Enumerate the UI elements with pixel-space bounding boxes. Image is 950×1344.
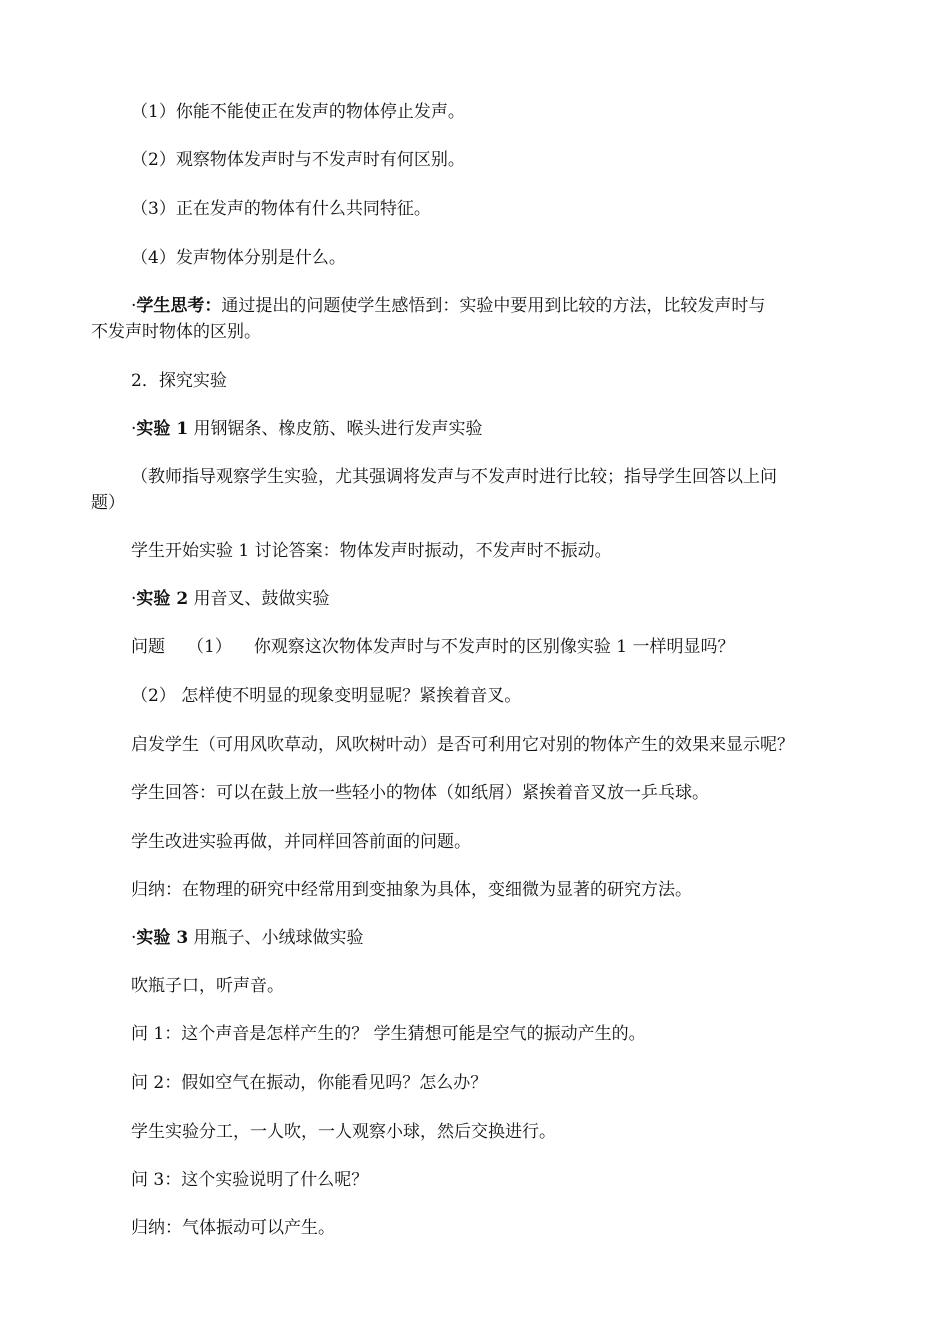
teacher-note-line1: （教师指导观察学生实验，尤其强调将发声与不发声时进行比较；指导学生回答以上问 [131, 467, 777, 487]
inspire-students: 启发学生（可用风吹草动，风吹树叶动）是否可利用它对别的物体产生的效果来显示呢？ [131, 735, 794, 755]
question-2: （2）观察物体发声时与不发声时有何区别。 [131, 150, 465, 170]
bullet-icon: · [131, 419, 137, 439]
question-label: 问题 [131, 637, 165, 657]
teacher-note-line2: 题） [91, 493, 125, 513]
question-number: （1） [187, 637, 232, 657]
thinking-text-line2: 不发声时物体的区别。 [91, 322, 261, 342]
ask-1: 问 1：这个声音是怎样产生的？ 学生猜想可能是空气的振动产生的。 [131, 1024, 646, 1044]
experiment-3-label: 实验 3 [136, 928, 189, 948]
experiment-2-text: 用音叉、鼓做实验 [188, 589, 330, 609]
question-4: （4）发声物体分别是什么。 [131, 248, 346, 268]
thinking-text-line1: 通过提出的问题使学生感悟到：实验中要用到比较的方法，比较发声时与 [221, 296, 766, 316]
ask-2: 问 2：假如空气在振动，你能看见吗？怎么办？ [131, 1073, 488, 1093]
question-1: （1）你能不能使正在发声的物体停止发声。 [131, 102, 465, 122]
question-3: （3）正在发声的物体有什么共同特征。 [131, 199, 431, 219]
bullet-icon: · [131, 296, 137, 316]
experiment-2-question-2: （2） 怎样使不明显的现象变明显呢？紧挨着音叉。 [131, 686, 522, 706]
student-thinking [131, 294, 765, 318]
experiment-1-label: 实验 1 [136, 419, 189, 439]
bullet-icon: · [131, 589, 137, 609]
experiment-1-answer: 学生开始实验 1 讨论答案：物体发声时振动，不发声时不振动。 [131, 541, 612, 561]
experiment-1-heading [131, 417, 483, 441]
experiment-3-text: 用瓶子、小绒球做实验 [188, 928, 364, 948]
experiment-2-label: 实验 2 [136, 589, 189, 609]
student-reply: 学生回答：可以在鼓上放一些轻小的物体（如纸屑）紧挨着音叉放一乒乓球。 [131, 783, 709, 803]
experiment-1-text: 用钢锯条、橡皮筋、喉头进行发声实验 [188, 419, 483, 439]
experiment-2-question-1 [131, 635, 734, 659]
student-redo: 学生改进实验再做，并同样回答前面的问题。 [131, 832, 471, 852]
experiment-3-heading [131, 926, 364, 950]
experiment-3-summary: 归纳：气体振动可以产生。 [131, 1218, 335, 1238]
bullet-icon: · [131, 928, 137, 948]
experiment-2-heading [131, 587, 330, 611]
ask-3: 问 3：这个实验说明了什么呢？ [131, 1170, 369, 1190]
blow-bottle: 吹瓶子口，听声音。 [131, 976, 284, 996]
experiment-2-summary: 归纳：在物理的研究中经常用到变抽象为具体，变细微为显著的研究方法。 [131, 880, 692, 900]
question-text: 你观察这次物体发声时与不发声时的区别像实验 1 一样明显吗？ [253, 637, 735, 657]
thinking-label: 学生思考： [136, 296, 222, 316]
division-of-work: 学生实验分工，一人吹，一人观察小球，然后交换进行。 [131, 1122, 556, 1142]
section-heading: 2．探究实验 [131, 371, 227, 391]
